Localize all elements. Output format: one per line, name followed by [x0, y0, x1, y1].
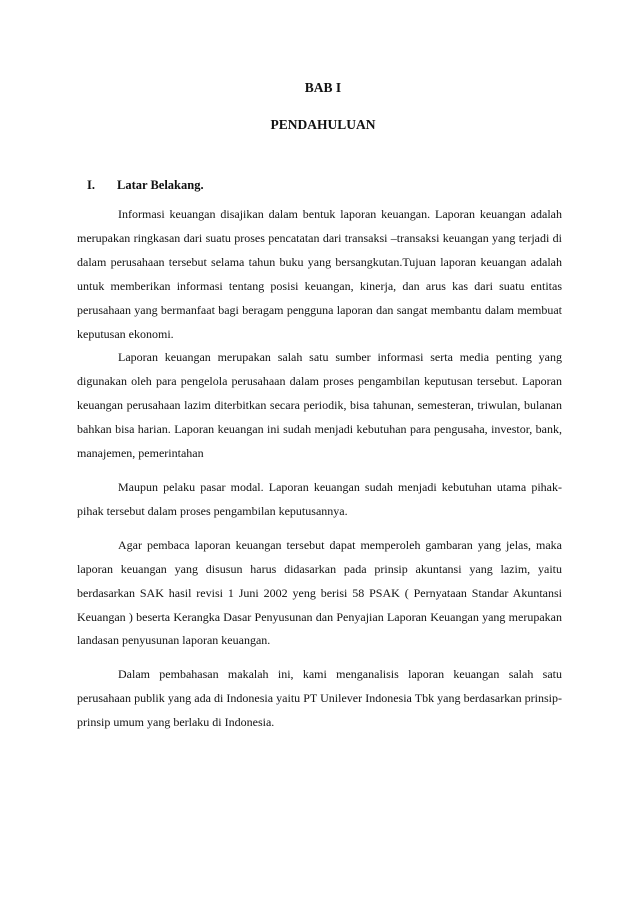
- paragraph: Informasi keuangan disajikan dalam bentuk laporan keuangan. Laporan keuangan adalah merupakan ringkasan dari suatu proses pencatatan dari transaksi –transaksi keuangan yang terjadi di dalam perusahaan tersebut selama tahun buku yang bersangkutan.Tujuan laporan keuangan adalah untuk memberikan informasi tentang posisi keuangan, kinerja, dan arus kas dari suatu entitas perusahaan yang bermanfaat bagi beragam pengguna laporan dan sangat membantu dalam membuat keputusan ekonomi.: [77, 207, 562, 341]
- paragraph: Maupun pelaku pasar modal. Laporan keuangan sudah menjadi kebutuhan utama pihak-pihak tersebut dalam proses pengambilan keputusannya.: [77, 479, 562, 518]
- section-heading: [87, 178, 204, 193]
- paragraph: Agar pembaca laporan keuangan tersebut dapat memperoleh gambaran yang jelas, maka laporan keuangan yang disusun harus didasarkan pada prinsip akuntansi yang lazim, yaitu berdasarkan SAK hasil revisi 1 Juni 2002 yeng berisi 58 PSAK ( Pernyataan Standar Akuntansi Keuangan ) beserta Kerangka Dasar Penyusunan dan Penyajian Laporan Keuangan yang merupakan landasan penyusunan laporan keuangan.: [77, 537, 562, 648]
- paragraph: Dalam pembahasan makalah ini, kami menganalisis laporan keuangan salah satu perusahaan publik yang ada di Indonesia yaitu PT Unilever Indonesia Tbk yang berdasarkan prinsip-prinsip umum yang berlaku di Indonesia.: [77, 667, 562, 730]
- paragraph: Laporan keuangan merupakan salah satu sumber informasi serta media penting yang digunakan oleh para pengelola perusahaan dalam proses pengambilan keputusan tersebut. Laporan keuangan perusahaan lazim diterbitkan secara periodik, bisa tahunan, semesteran, triwulan, bulanan bahkan bisa harian. Laporan keuangan ini sudah menjadi kebutuhan para pengusaha, investor, bank, manajemen, pemerintahan: [77, 350, 562, 461]
- chapter-title: PENDAHULUAN: [270, 117, 376, 132]
- chapter-number: BAB I: [304, 80, 342, 95]
- section-number: I.: [87, 178, 95, 192]
- section-title: Latar Belakang.: [117, 178, 204, 192]
- body-text: [77, 203, 562, 735]
